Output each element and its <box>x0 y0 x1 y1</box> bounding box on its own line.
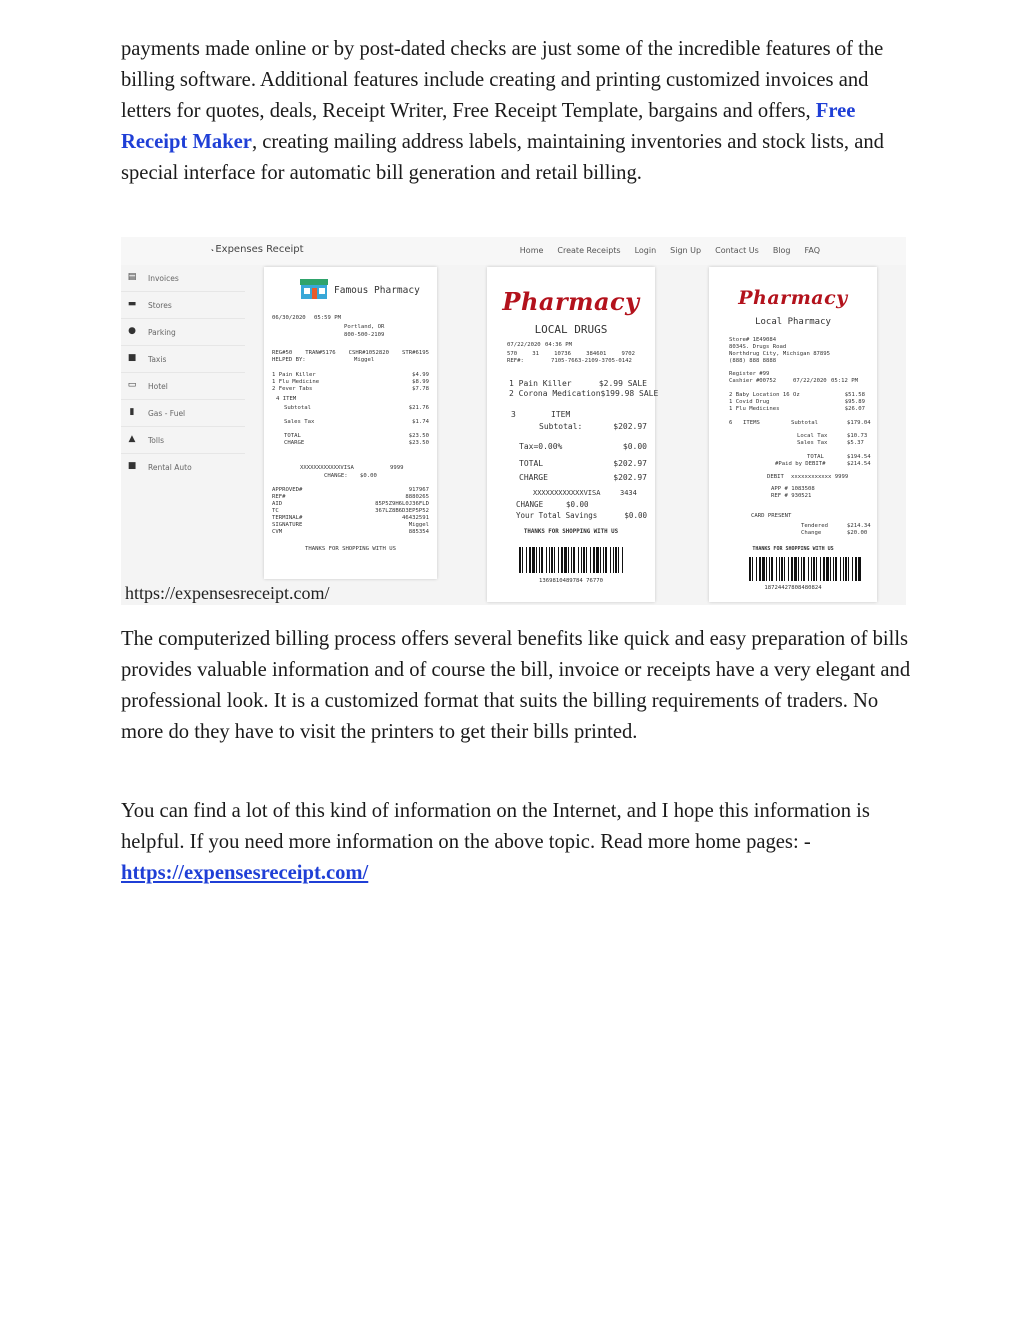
intro-text-before: payments made online or by post-dated checks are just some of the incredible features of the billing software. Additional features include creating and printing customized invoices and letters for quotes, deals, Receipt Writer, Free Receipt Template, bargains and offers, <box>121 38 884 122</box>
receipt-famous-pharmacy <box>264 267 437 579</box>
barcode-number: 18724427808480824 <box>764 585 822 591</box>
barcode-bar <box>852 557 853 581</box>
barcode-bar <box>788 557 789 581</box>
road-icon: ▲ <box>128 434 136 444</box>
barcode-bar <box>811 557 812 581</box>
change-label: CHANGE: <box>324 473 348 479</box>
subtotal-value: $179.04 <box>847 420 871 426</box>
cvm-row <box>272 529 429 535</box>
barcode-bar <box>561 547 563 573</box>
total-row <box>519 459 647 468</box>
barcode-bar <box>590 547 591 573</box>
barcode-bar <box>858 557 861 581</box>
barcode <box>749 557 863 581</box>
barcode-bar <box>539 547 540 573</box>
line-item <box>509 379 647 388</box>
nav-contact-us[interactable]: Contact Us <box>715 246 759 255</box>
barcode-bar <box>798 557 799 581</box>
store-subtitle: Local Pharmacy <box>755 317 831 327</box>
barcode-bar <box>522 547 523 573</box>
thanks-message: THANKS FOR SHOPPING WITH US <box>752 546 834 552</box>
sidebar-item-stores[interactable] <box>121 292 245 319</box>
tax-row <box>519 442 647 451</box>
store-city: Portland, OR <box>344 324 385 330</box>
pharmacy-logo: Pharmacy <box>738 287 848 309</box>
barcode-bar <box>835 557 837 581</box>
store-address: 8034S. Drugs Road <box>729 344 787 350</box>
batch-code: 9702 <box>621 351 635 357</box>
benefits-paragraph: The computerized billing process offers several benefits like quick and easy preparation of bills provides valuable information and of course the bill, invoice or receipts have a very elegant and professional look. It is a customized format that suits the billing requirements of traders. No more do they have to visit the printers to get their bills printed. <box>121 628 911 743</box>
receipt-local-pharmacy <box>709 267 877 602</box>
barcode-bar <box>613 547 614 573</box>
sidebar-item-invoices[interactable] <box>121 265 245 292</box>
sidebar-item-label: Gas - Fuel <box>148 409 186 418</box>
barcode-bar <box>855 557 857 581</box>
barcode-bar <box>776 557 777 581</box>
barcode-bar <box>583 547 585 573</box>
tax-row <box>284 419 429 425</box>
barcode-bar <box>603 547 604 573</box>
card-last-digits: 9999 <box>390 465 404 471</box>
charge-row <box>284 440 429 446</box>
signature-row <box>272 522 429 528</box>
signature-label: SIGNATURE <box>272 522 303 528</box>
barcode-bar <box>529 547 531 573</box>
sidebar-item-gas-fuel[interactable] <box>121 400 245 427</box>
barcode-bar <box>840 557 841 581</box>
charge-value: $23.50 <box>408 440 429 446</box>
tc-label: TC <box>272 508 279 514</box>
line-item <box>729 392 865 398</box>
terminal-label: TERMINAL# <box>272 515 303 521</box>
barcode <box>519 547 627 573</box>
line-item <box>272 372 429 378</box>
brand-mark-icon: ˴ <box>211 244 215 255</box>
bed-icon: ▭ <box>127 380 137 390</box>
sidebar-item-taxis[interactable] <box>121 346 245 373</box>
paid-value: $214.54 <box>847 461 871 467</box>
barcode-bar <box>791 557 793 581</box>
subtotal-label: Subtotal <box>284 405 311 411</box>
invoice-icon: ▤ <box>127 272 137 282</box>
pharmacy-logo: Pharmacy <box>502 287 640 316</box>
ref-label: REF#: <box>507 358 524 364</box>
ref-number: REF # 930521 <box>771 493 812 499</box>
subtotal-label: Subtotal <box>791 420 818 426</box>
ref-label: REF# <box>272 494 286 500</box>
item-name: 2 Baby Location 16 Oz <box>729 392 800 398</box>
barcode-bar <box>586 547 587 573</box>
thanks-message: THANKS FOR SHOPPING WITH US <box>523 529 619 535</box>
total-row <box>284 433 429 439</box>
barcode-bar <box>769 557 770 581</box>
line-item <box>729 406 865 412</box>
sidebar-item-label: Hotel <box>148 382 168 391</box>
receipt-time: 05:59 PM <box>314 315 341 321</box>
signature-value: Miggel <box>408 522 429 528</box>
cvm-value: 885354 <box>408 529 429 535</box>
cashier-number: Cashier #00752 <box>729 378 777 384</box>
store-number: Store# 1E49084 <box>729 337 777 343</box>
closing-paragraph <box>121 796 911 889</box>
nav-sign-up[interactable]: Sign Up <box>670 246 702 255</box>
debit-value: xxxxxxxxxxxx 9999 <box>791 474 849 480</box>
nav-blog[interactable]: Blog <box>772 246 791 255</box>
item-name: 2 Corona Medication <box>509 389 601 398</box>
barcode-bar <box>615 547 617 573</box>
watermark-url: https://expensesreceipt.com/ <box>125 583 330 603</box>
sidebar-item-parking[interactable] <box>121 319 245 346</box>
intro-paragraph <box>121 34 911 189</box>
sidebar-item-label: Rental Auto <box>148 463 192 472</box>
subtotal-row <box>539 422 647 431</box>
site-nav <box>520 246 820 255</box>
pharmacy-shop-icon <box>300 279 328 299</box>
card-present: CARD PRESENT <box>751 513 792 519</box>
item-name: 1 Pain Killer <box>272 372 316 378</box>
terminal-row <box>507 351 635 357</box>
ref-value: 8880265 <box>405 494 429 500</box>
item-count-label: ITEM <box>551 410 571 419</box>
sidebar-item-label: Stores <box>148 301 172 310</box>
barcode-bar <box>801 557 802 581</box>
ref-value: 7105-7663-2109-3705-0142 <box>551 358 632 364</box>
free-receipt-maker-link[interactable]: Free Receipt Maker <box>121 100 856 153</box>
receipt-date: 06/30/2020 <box>272 315 306 321</box>
barcode-bar <box>605 547 607 573</box>
receipt-time: 04:36 PM <box>545 342 572 348</box>
tax-label: Tax=0.00% <box>519 442 563 451</box>
fuel-pump-icon: ▮ <box>129 407 135 417</box>
barcode-bar <box>578 547 579 573</box>
barcode-bar <box>823 557 825 581</box>
barcode-bar <box>848 557 849 581</box>
tax-label: Local Tax <box>797 433 828 439</box>
barcode-bar <box>845 557 847 581</box>
total-label: TOTAL <box>519 459 544 468</box>
charge-label: CHARGE <box>284 440 305 446</box>
barcode-bar <box>558 547 559 573</box>
item-name: 1 Covid Drug <box>729 399 770 405</box>
barcode-bar <box>749 557 751 581</box>
barcode-bar <box>771 557 773 581</box>
store-number: STR#6195 <box>402 350 429 356</box>
change-value: $20.00 <box>847 530 868 536</box>
barcode-bar <box>794 557 797 581</box>
cashier-number: CSHR#1052820 <box>348 350 390 356</box>
item-price: $4.99 <box>412 372 429 378</box>
tc-row <box>272 508 429 514</box>
nav-login[interactable]: Login <box>634 246 657 255</box>
charge-row <box>519 473 647 482</box>
sidebar-item-hotel[interactable] <box>121 373 245 400</box>
change-label: Change <box>801 530 822 536</box>
item-price: $8.99 <box>412 379 429 385</box>
helped-by-name: Miggel <box>354 357 375 363</box>
site-header <box>121 237 906 265</box>
register-row <box>272 350 429 356</box>
car-icon: ■ <box>127 353 137 363</box>
store-city: Northdrug City, Michigan 87895 <box>729 351 831 357</box>
barcode-bar <box>843 557 844 581</box>
item-name: 1 Flu Medicines <box>729 406 780 412</box>
barcode-bar <box>756 557 757 581</box>
total-value: $202.97 <box>613 459 647 468</box>
store-phone: (888) 888 8888 <box>729 358 777 364</box>
aid-value: 85P5Z9H6L0J36FLD <box>375 501 429 507</box>
subtotal-label: Subtotal: <box>539 422 583 431</box>
store-subtitle: LOCAL DRUGS <box>534 323 608 336</box>
subtotal-value: $21.76 <box>408 405 429 411</box>
store-phone: 800-500-2109 <box>344 332 385 338</box>
barcode-bar <box>596 547 599 573</box>
barcode-bar <box>781 557 783 581</box>
barcode-bar <box>622 547 623 573</box>
line-item <box>729 399 865 405</box>
change-value: $0.00 <box>566 500 589 509</box>
approval-row <box>272 487 429 493</box>
charge-value: $202.97 <box>613 473 647 482</box>
nav-faq[interactable]: FAQ <box>804 246 820 255</box>
savings-value: $0.00 <box>624 511 647 520</box>
barcode-bar <box>610 547 611 573</box>
barcode-bar <box>826 557 829 581</box>
barcode-bar <box>830 557 831 581</box>
charge-label: CHARGE <box>519 473 548 482</box>
line-item <box>509 389 659 398</box>
item-price: $51.58 <box>844 392 865 398</box>
receipt-category-sidebar <box>121 265 245 480</box>
total-value: $194.54 <box>847 454 871 460</box>
store-code: 570 <box>507 351 518 357</box>
subtotal-value: $202.97 <box>613 422 647 431</box>
item-count-label: ITEMS <box>743 420 760 426</box>
expensesreceipt-link[interactable]: https://expensesreceipt.com/ <box>121 862 369 884</box>
operator-code: 384601 <box>586 351 607 357</box>
receipt-date: 07/22/2020 <box>507 342 541 348</box>
total-value: $23.50 <box>408 433 429 439</box>
tax-label: Sales Tax <box>284 419 315 425</box>
barcode-bar <box>593 547 595 573</box>
approved-value: 917967 <box>408 487 429 493</box>
approved-label: APPROVED# <box>272 487 303 493</box>
barcode-bar <box>568 547 569 573</box>
barcode-bar <box>820 557 821 581</box>
sidebar-item-tolls[interactable] <box>121 427 245 454</box>
tendered-label: Tendered <box>801 523 828 529</box>
nav-home[interactable]: Home <box>519 246 544 255</box>
register-number: REG#50 <box>272 350 293 356</box>
aid-row <box>272 501 429 507</box>
intro-text-after: , creating mailing address labels, maintaining inventories and stock lists, and special interface for automatic bill generation and retail billing. <box>121 131 884 184</box>
barcode-bar <box>549 547 550 573</box>
barcode-bar <box>573 547 575 573</box>
helped-by-label: HELPED BY: <box>272 357 306 363</box>
barcode-bar <box>551 547 553 573</box>
barcode-bar <box>813 557 815 581</box>
total-label: TOTAL <box>284 433 301 439</box>
paid-label: #Paid by DEBIT# <box>775 461 826 467</box>
tax-value: $0.00 <box>622 442 647 451</box>
barcode-bar <box>833 557 834 581</box>
item-price: $2.99 SALE <box>598 379 647 388</box>
expenses-receipt-screenshot <box>121 237 906 605</box>
item-name: 2 Fever Tabs <box>272 386 313 392</box>
tax2-label: Sales Tax <box>797 440 828 446</box>
barcode-bar <box>618 547 619 573</box>
barcode-number: 1369810489784 76770 <box>539 578 603 584</box>
receipt-local-drugs <box>487 267 659 602</box>
item-name: 1 Pain Killer <box>509 379 572 388</box>
car-icon: ■ <box>127 461 137 471</box>
receipt-time: 05:12 PM <box>831 378 858 384</box>
tax2-value: $5.37 <box>847 440 864 446</box>
barcode-bar <box>519 547 521 573</box>
barcode-bar <box>784 557 785 581</box>
barcode-bar <box>816 557 817 581</box>
terminal-row <box>272 515 429 521</box>
subtotal-row <box>284 405 429 411</box>
card-number: XXXXXXXXXXXXVISA <box>533 489 601 497</box>
barcode-bar <box>766 557 767 581</box>
nav-create-receipts[interactable]: Create Receipts <box>557 246 621 255</box>
brand-logo <box>211 244 304 255</box>
barcode-bar <box>526 547 527 573</box>
tc-value: 367LZ8B6D3EP5P52 <box>375 508 429 514</box>
app-number: APP # 1083508 <box>771 486 815 492</box>
barcode-bar <box>536 547 537 573</box>
brand-name: Expenses Receipt <box>215 244 304 255</box>
terminal-value: 46432591 <box>402 515 429 521</box>
ref-row <box>272 494 429 500</box>
item-price: $95.89 <box>844 399 865 405</box>
closing-text: You can find a lot of this kind of information on the Internet, and I hope this information is helpful. If you need more information on the above topic. Read more home pages: - <box>121 800 870 853</box>
barcode-bar <box>779 557 780 581</box>
item-price: $7.78 <box>412 386 429 392</box>
sidebar-item-label: Taxis <box>148 355 167 364</box>
item-price: $26.07 <box>844 406 865 412</box>
sidebar-item-label: Invoices <box>148 274 179 283</box>
item-name: 1 Flu Medicine <box>272 379 320 385</box>
barcode-bar <box>554 547 555 573</box>
tax-value: $10.73 <box>847 433 868 439</box>
store-icon: ▬ <box>127 299 137 309</box>
barcode-bar <box>532 547 535 573</box>
line-item <box>272 379 429 385</box>
barcode-bar <box>571 547 572 573</box>
item-count: 6 <box>729 420 733 426</box>
barcode-bar <box>600 547 601 573</box>
transaction-code: 10736 <box>554 351 571 357</box>
debit-label: DEBIT <box>767 474 784 480</box>
barcode-bar <box>759 557 761 581</box>
savings-row <box>516 511 647 520</box>
change-value: $0.00 <box>360 473 377 479</box>
tax-value: $1.74 <box>412 419 429 425</box>
receipt-date: 07/22/2020 <box>793 378 827 384</box>
barcode-bar <box>808 557 809 581</box>
barcode-bar <box>752 557 753 581</box>
item-count: 3 <box>511 410 516 419</box>
barcode-bar <box>581 547 582 573</box>
item-price: $199.98 SALE <box>600 389 659 398</box>
location-pin-icon: ● <box>128 326 136 336</box>
aid-label: AID <box>272 501 283 507</box>
tendered-value: $214.34 <box>847 523 871 529</box>
register-code: 31 <box>532 351 539 357</box>
store-name: Famous Pharmacy <box>334 285 420 296</box>
sidebar-item-label: Parking <box>148 328 176 337</box>
card-number: XXXXXXXXXXXXVISA <box>300 465 354 471</box>
barcode-bar <box>803 557 805 581</box>
cvm-label: CVM <box>272 529 283 535</box>
barcode-bar <box>541 547 543 573</box>
line-item <box>272 386 429 392</box>
register-number: Register #99 <box>729 371 770 377</box>
item-count: 4 ITEM <box>276 396 297 402</box>
savings-label: Your Total Savings <box>516 511 598 520</box>
sidebar-item-label: Tolls <box>148 436 164 445</box>
sidebar-item-rental-auto[interactable] <box>121 454 245 480</box>
barcode-bar <box>564 547 567 573</box>
barcode-bar <box>546 547 547 573</box>
barcode-bar <box>762 557 765 581</box>
card-last-digits: 3434 <box>620 489 637 497</box>
transaction-number: TRAN#5176 <box>305 350 336 356</box>
thanks-message: THANKS FOR SHOPPING WITH US <box>305 546 396 552</box>
change-label: CHANGE <box>516 500 544 509</box>
total-label: TOTAL <box>807 454 824 460</box>
